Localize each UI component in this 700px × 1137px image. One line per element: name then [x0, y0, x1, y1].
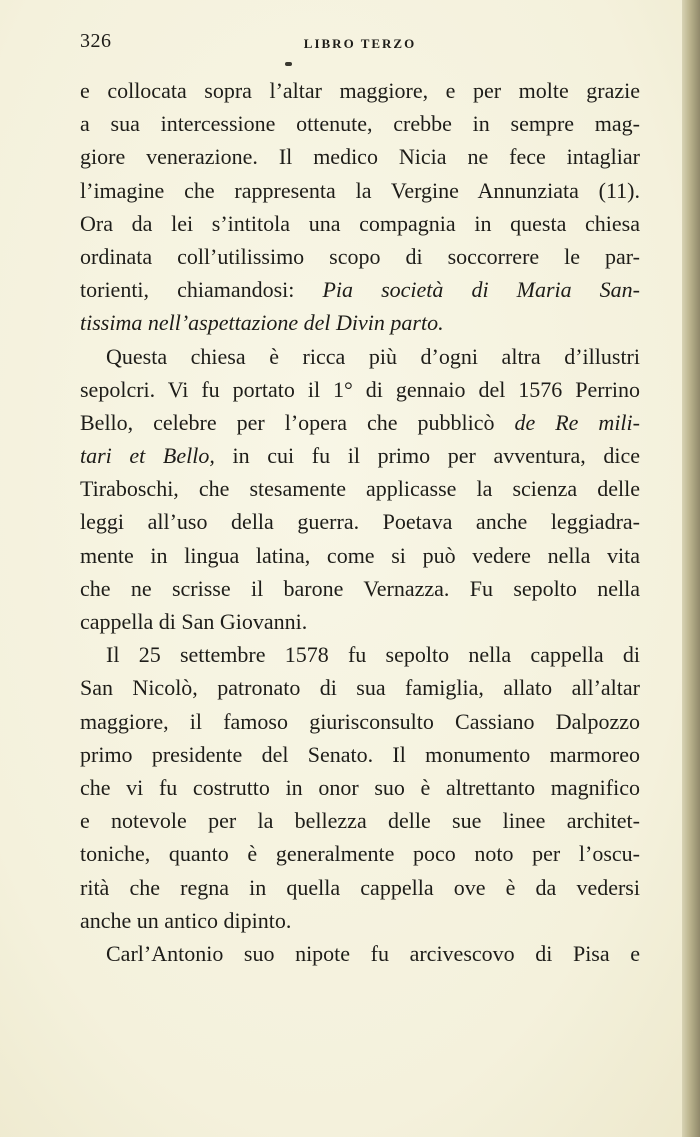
page-header [80, 30, 640, 56]
text-line [80, 505, 640, 538]
text-segment: Questa chiesa è ricca più d’ogni altra d’illustri [106, 343, 640, 369]
text-segment: l’imagine che rappresenta la Vergine Annunziata (11). [80, 177, 640, 203]
text-segment: e notevole per la bellezza delle sue linee architet- [80, 808, 640, 834]
text-segment: ordinata coll’utilissimo scopo di soccorrere le par- [80, 243, 640, 269]
text-line [80, 207, 640, 240]
italic-text: de Re mili- [514, 409, 640, 435]
text-line [80, 871, 640, 904]
text-line [80, 738, 640, 771]
page-number: 326 [80, 30, 112, 52]
text-segment: Il 25 settembre 1578 fu sepolto nella cappella di [106, 642, 640, 668]
text-line [80, 771, 640, 804]
text-line [80, 904, 640, 937]
text-line [80, 273, 640, 306]
text-line [80, 539, 640, 572]
text-line [80, 439, 640, 472]
text-segment: Bello, celebre per l’opera che pubblicò [80, 409, 515, 435]
text-segment: giore venerazione. Il medico Nicia ne fece intagliar [80, 144, 640, 170]
text-segment: a sua intercessione ottenute, crebbe in sempre mag- [80, 111, 640, 137]
text-line [80, 340, 640, 373]
text-line [80, 572, 640, 605]
text-segment: che ne scrisse il barone Vernazza. Fu sepolto nella [80, 575, 640, 601]
text-line [80, 240, 640, 273]
text-line [80, 605, 640, 638]
text-line [80, 140, 640, 173]
italic-text: tari et Bello, [80, 443, 215, 469]
text-segment: cappella di San Giovanni. [80, 609, 308, 634]
text-segment: e collocata sopra l’altar maggiore, e per molte grazie [80, 78, 640, 103]
text-line [80, 705, 640, 738]
text-segment: Tiraboschi, che stesamente applicasse la scienza delle [80, 476, 640, 502]
text-segment: che vi fu costrutto in onor suo è altrettanto magnifico [80, 774, 640, 800]
text-segment: leggi all’uso della guerra. Poetava anche leggiadra- [80, 509, 640, 535]
page-edge [682, 0, 700, 1137]
text-line [80, 837, 640, 870]
text-line [80, 306, 640, 339]
text-line [80, 638, 640, 671]
text-line [80, 74, 640, 107]
ornament-mark [285, 62, 292, 66]
running-title: LIBRO TERZO [303, 36, 417, 51]
body-text [80, 74, 640, 970]
text-segment: primo presidente del Senato. Il monumento marmoreo [80, 741, 640, 767]
text-segment: mente in lingua latina, come si può vedere nella vita [80, 542, 640, 568]
italic-text: tissima nell’aspettazione del Divin parto. [80, 310, 444, 336]
text-line [80, 107, 640, 140]
text-segment: torienti, chiamandosi: [80, 277, 323, 303]
text-segment: rità che regna in quella cappella ove è da vedersi [80, 874, 640, 900]
italic-text: Pia società di Maria San- [322, 277, 640, 303]
text-line [80, 373, 640, 406]
text-segment: San Nicolò, patronato di sua famiglia, allato all’altar [80, 675, 640, 701]
text-segment: toniche, quanto è generalmente poco noto per l’oscu- [80, 841, 640, 867]
text-line [80, 472, 640, 505]
text-segment: Ora da lei s’intitola una compagnia in questa chiesa [80, 210, 640, 236]
text-segment: Carl’Antonio suo nipote fu arcivescovo di Pisa e [106, 940, 640, 966]
text-line [80, 671, 640, 704]
text-line [80, 804, 640, 837]
text-line [80, 174, 640, 207]
text-segment: anche un antico dipinto. [80, 907, 292, 933]
text-segment: maggiore, il famoso giurisconsulto Cassiano Dalpozzo [80, 708, 640, 734]
text-segment: in cui fu il primo per avventura, dice [214, 443, 640, 469]
text-line [80, 406, 640, 439]
text-segment: sepolcri. Vi fu portato il 1° di gennaio del 1576 Perrino [80, 376, 640, 402]
text-line [80, 937, 640, 970]
